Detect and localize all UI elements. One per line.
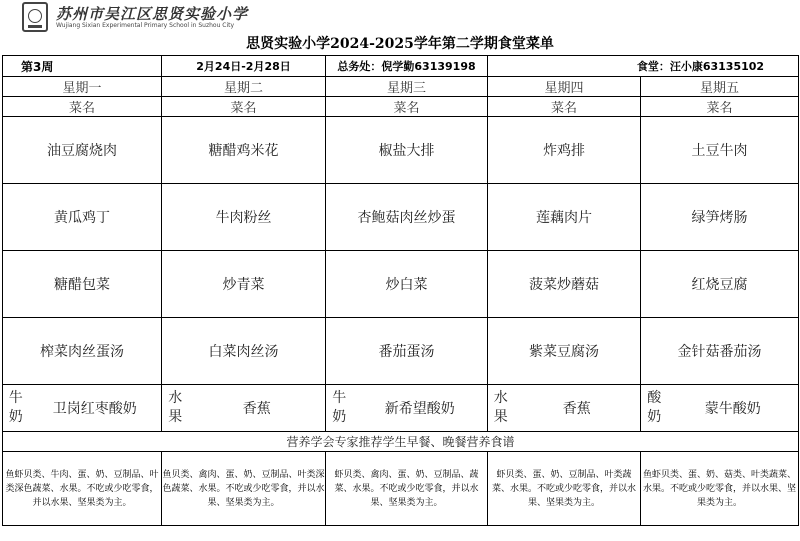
school-logo-icon	[22, 2, 48, 32]
recommend-header-row	[3, 432, 799, 452]
dish-row-4	[3, 318, 799, 385]
dish-cell: 红烧豆腐	[641, 251, 799, 318]
dish-cell: 绿笋烤肠	[641, 184, 799, 251]
recommend-cell: 虾贝类、禽肉、蛋、奶、豆制品、蔬菜、水果。不吃或少吃零食，并以水果、坚果类为主。	[326, 452, 488, 526]
canteen-contact: 食堂：汪小康63135102	[488, 56, 799, 77]
extra-row	[3, 385, 799, 432]
recommend-cell: 鱼贝类、禽肉、蛋、奶、豆制品、叶类深色蔬菜、水果。不吃或少吃零食，并以水果、坚果类为主。	[162, 452, 326, 526]
dish-name-header: 菜名	[162, 97, 326, 117]
day-header-fri: 星期五	[641, 77, 799, 97]
extra-value: 香蕉	[189, 385, 326, 432]
extra-label: 牛奶	[326, 385, 353, 432]
dish-cell: 炒白菜	[326, 251, 488, 318]
dish-cell: 糖醋鸡米花	[162, 117, 326, 184]
dish-cell: 土豆牛肉	[641, 117, 799, 184]
dish-cell: 杏鲍菇肉丝炒蛋	[326, 184, 488, 251]
day-header-wed: 星期三	[326, 77, 488, 97]
dish-cell: 番茄蛋汤	[326, 318, 488, 385]
recommend-row	[3, 452, 799, 526]
dish-cell: 紫菜豆腐汤	[488, 318, 641, 385]
day-header-thu: 星期四	[488, 77, 641, 97]
dish-name-header: 菜名	[326, 97, 488, 117]
dish-cell: 榨菜肉丝蛋汤	[3, 318, 162, 385]
recommend-cell: 鱼虾贝类、蛋、奶、菇类、叶类蔬菜、水果。不吃或少吃零食，并以水果、坚果类为主。	[641, 452, 799, 526]
school-header	[0, 0, 800, 36]
weekday-row	[3, 77, 799, 97]
extra-value: 蒙牛酸奶	[668, 385, 799, 432]
office-contact: 总务处：倪学勤63139198	[326, 56, 488, 77]
menu-title: 思贤实验小学2024-2025学年第二学期食堂菜单	[246, 36, 554, 52]
dish-name-header: 菜名	[3, 97, 162, 117]
dish-cell: 白菜肉丝汤	[162, 318, 326, 385]
school-name: 苏州市吴江区思贤实验小学	[56, 5, 249, 23]
dish-cell: 炸鸡排	[488, 117, 641, 184]
recommend-header: 营养学会专家推荐学生早餐、晚餐营养食谱	[3, 432, 799, 452]
dish-cell: 糖醋包菜	[3, 251, 162, 318]
dish-cell: 黄瓜鸡丁	[3, 184, 162, 251]
info-row	[3, 56, 799, 77]
extra-value: 香蕉	[514, 385, 641, 432]
extra-label: 水果	[162, 385, 189, 432]
extra-value: 新希望酸奶	[353, 385, 488, 432]
extra-label: 牛奶	[3, 385, 29, 432]
extra-label: 水果	[488, 385, 514, 432]
dish-row-2	[3, 184, 799, 251]
dish-cell: 菠菜炒蘑菇	[488, 251, 641, 318]
day-header-tue: 星期二	[162, 77, 326, 97]
day-header-mon: 星期一	[3, 77, 162, 97]
dish-name-header: 菜名	[641, 97, 799, 117]
dish-row-3	[3, 251, 799, 318]
dish-cell: 炒青菜	[162, 251, 326, 318]
dish-cell: 牛肉粉丝	[162, 184, 326, 251]
dish-cell: 油豆腐烧肉	[3, 117, 162, 184]
dish-name-header: 菜名	[488, 97, 641, 117]
recommend-cell: 鱼虾贝类、牛肉、蛋、奶、豆制品、叶类深色蔬菜、水果。不吃或少吃零食，并以水果、坚果类为主。	[3, 452, 162, 526]
recommend-cell: 虾贝类、蛋、奶、豆制品、叶类蔬菜、水果。不吃或少吃零食，并以水果、坚果类为主。	[488, 452, 641, 526]
dish-row-1	[3, 117, 799, 184]
extra-label: 酸奶	[641, 385, 668, 432]
menu-table	[2, 55, 799, 526]
dish-cell: 椒盐大排	[326, 117, 488, 184]
date-range: 2月24日-2月28日	[162, 56, 326, 77]
dish-cell: 金针菇番茄汤	[641, 318, 799, 385]
week-number: 第3周	[3, 56, 162, 77]
school-name-english: Wujiang Sixian Experimental Primary School in Suzhou City	[56, 22, 235, 29]
dish-name-header-row	[3, 97, 799, 117]
dish-cell: 莲藕肉片	[488, 184, 641, 251]
extra-value: 卫岗红枣酸奶	[29, 385, 162, 432]
